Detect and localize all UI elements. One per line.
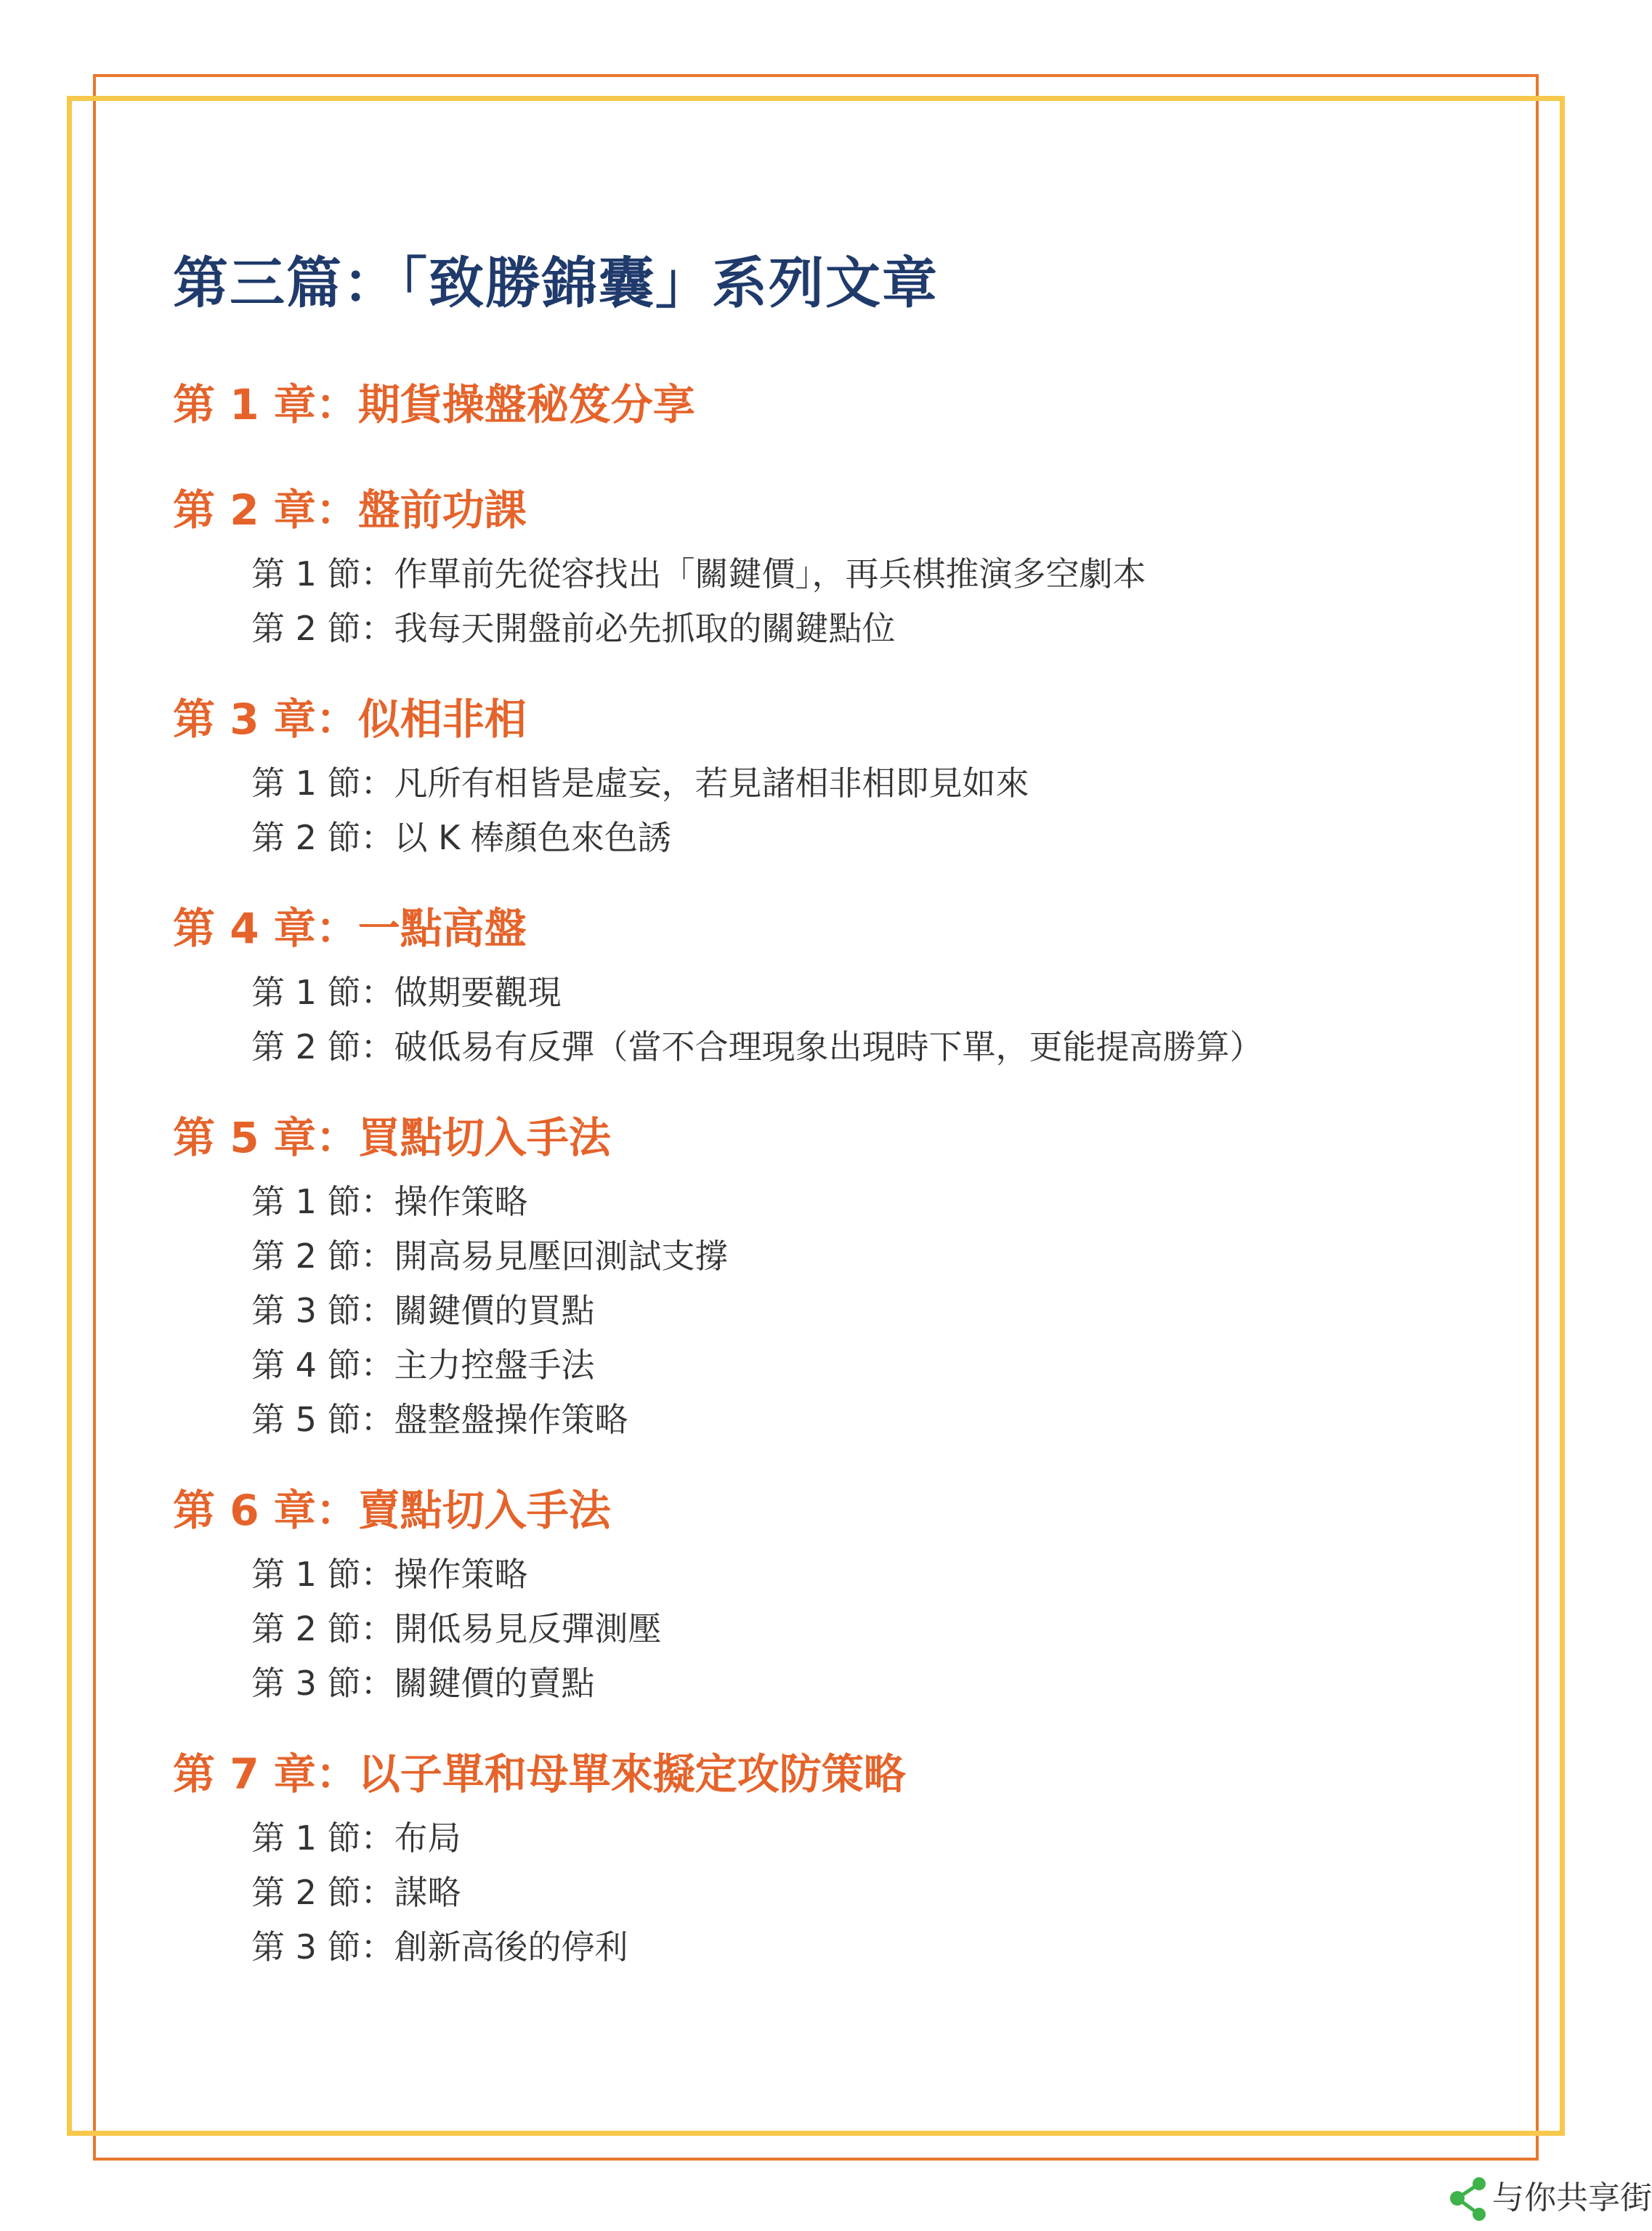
chapter-title: 第 3 章：似相非相 xyxy=(173,695,527,744)
section-item: 第 3 節：創新高後的停利 xyxy=(251,1927,628,1967)
share-nodes-icon xyxy=(1447,2172,1491,2224)
chapter-5 xyxy=(173,1105,1495,1447)
section-item: 第 2 節：謀略 xyxy=(251,1873,461,1912)
chapter-1 xyxy=(173,372,1495,437)
section-item: 第 3 節：關鍵價的賣點 xyxy=(251,1664,595,1703)
chapter-6 xyxy=(173,1478,1495,1711)
section-item: 第 3 節：關鍵價的買點 xyxy=(251,1291,595,1330)
chapter-title: 第 5 章：買點切入手法 xyxy=(173,1113,611,1162)
table-of-contents xyxy=(173,240,1495,1975)
chapter-title: 第 7 章：以子單和母單來擬定攻防策略 xyxy=(173,1749,906,1799)
section-item: 第 4 節：主力控盤手法 xyxy=(251,1345,595,1385)
section-item: 第 1 節：布局 xyxy=(251,1818,461,1858)
chapter-7 xyxy=(173,1741,1495,1975)
chapter-2 xyxy=(173,477,1495,656)
section-item: 第 1 節：操作策略 xyxy=(251,1182,528,1221)
section-item: 第 2 節：開高易見壓回測試支撐 xyxy=(251,1236,729,1276)
section-item: 第 2 節：以 K 棒顏色來色誘 xyxy=(251,818,671,857)
chapter-4 xyxy=(173,896,1495,1074)
part-title: 第三篇：「致勝錦囊」系列文章 xyxy=(173,251,939,315)
chapter-title: 第 2 章：盤前功課 xyxy=(173,485,527,535)
chapter-title: 第 1 章：期貨操盤秘笈分享 xyxy=(173,380,695,429)
logo-text: 与你共享街 xyxy=(1492,2179,1652,2216)
section-item: 第 1 節：作單前先從容找出「關鍵價」，再兵棋推演多空劇本 xyxy=(251,554,1146,594)
chapter-title: 第 6 章：賣點切入手法 xyxy=(173,1486,611,1535)
section-item: 第 1 節：凡所有相皆是虛妄，若見諸相非相即見如來 xyxy=(251,764,1029,803)
section-item: 第 1 節：操作策略 xyxy=(251,1555,528,1594)
chapter-3 xyxy=(173,687,1495,865)
section-item: 第 1 節：做期要觀現 xyxy=(251,973,562,1012)
chapter-title: 第 4 章：一點高盤 xyxy=(173,904,527,953)
section-item: 第 2 節：開低易見反彈測壓 xyxy=(251,1609,662,1648)
section-item: 第 5 節：盤整盤操作策略 xyxy=(251,1400,628,1439)
section-item: 第 2 節：破低易有反彈（當不合理現象出現時下單，更能提高勝算） xyxy=(251,1027,1263,1066)
section-item: 第 2 節：我每天開盤前必先抓取的關鍵點位 xyxy=(251,609,896,648)
brand-logo xyxy=(1447,2172,1652,2224)
